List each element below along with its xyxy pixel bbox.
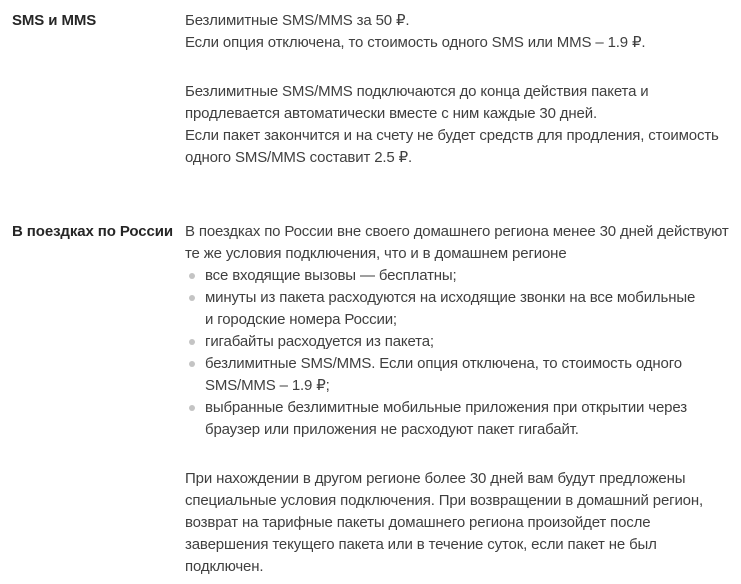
paragraph — [185, 221, 737, 265]
section-label: SMS и MMS — [12, 12, 97, 29]
text-line: Безлимитные SMS/MMS за 50 ₽. — [185, 12, 410, 29]
text-line: При нахождении в другом регионе более 30 дней вам будут предложены — [185, 470, 686, 487]
bullet-dot-icon — [189, 361, 195, 367]
section-travel-russia — [12, 221, 737, 578]
bullet-item — [185, 331, 737, 353]
paragraph — [185, 468, 737, 578]
text-line: все входящие вызовы — бесплатны; — [205, 267, 457, 284]
paragraph — [185, 81, 737, 169]
paragraph — [185, 10, 737, 54]
bullet-dot-icon — [189, 405, 195, 411]
text-line: безлимитные SMS/MMS. Если опция отключена, то стоимость одного — [205, 355, 682, 372]
text-line: продлевается автоматически вместе с ним каждые 30 дней. — [185, 105, 597, 122]
text-line: гигабайты расходуется из пакета; — [205, 333, 434, 350]
text-line: возврат на тарифные пакеты домашнего региона произойдет после — [185, 514, 651, 531]
text-line: завершения текущего пакета или в течение суток, если пакет не был — [185, 536, 657, 553]
text-line: SMS/MMS – 1.9 ₽; — [205, 377, 330, 394]
section-label: В поездках по России — [12, 223, 174, 240]
text-line: и городские номера России; — [205, 311, 397, 328]
text-line: Безлимитные SMS/MMS подключаются до конца действия пакета и — [185, 83, 649, 100]
bullet-list — [185, 265, 737, 441]
bullet-dot-icon — [189, 295, 195, 301]
bullet-item — [185, 287, 737, 331]
bullet-dot-icon — [189, 273, 195, 279]
section-sms-mms — [12, 10, 737, 169]
text-line: Если пакет закончится и на счету не будет средств для продления, стоимость — [185, 127, 719, 144]
bullet-item — [185, 397, 737, 441]
bullet-item — [185, 265, 737, 287]
text-line: выбранные безлимитные мобильные приложения при открытии через — [205, 399, 687, 416]
text-line: Если опция отключена, то стоимость одного SMS или MMS – 1.9 ₽. — [185, 34, 646, 51]
text-line: минуты из пакета расходуются на исходящие звонки на все мобильные — [205, 289, 696, 306]
text-line: одного SMS/MMS составит 2.5 ₽. — [185, 149, 413, 166]
section-content — [185, 10, 737, 169]
text-line: те же условия подключения, что и в домашнем регионе — [185, 245, 567, 262]
text-line: В поездках по России вне своего домашнего региона менее 30 дней действуют — [185, 223, 729, 240]
bullet-item — [185, 353, 737, 397]
text-line: браузер или приложения не расходуют пакет гигабайт. — [205, 421, 579, 438]
bullet-dot-icon — [189, 339, 195, 345]
text-line: специальные условия подключения. При возвращении в домашний регион, — [185, 492, 704, 509]
text-line: подключен. — [185, 558, 264, 575]
section-content — [185, 221, 737, 578]
